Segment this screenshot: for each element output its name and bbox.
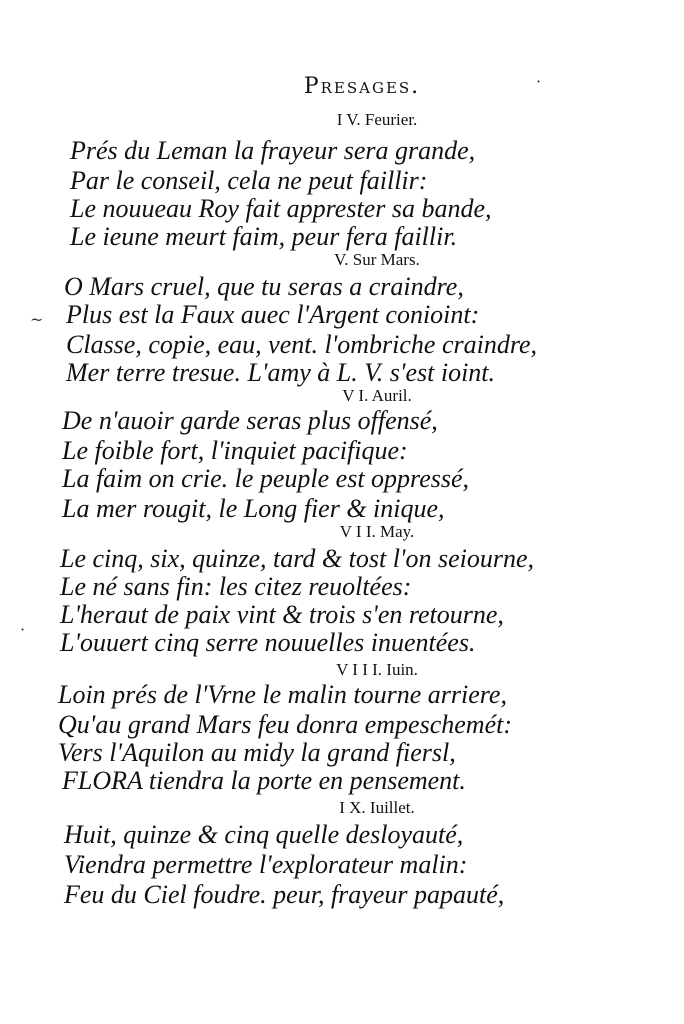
verse-line: Le nouueau Roy fait apprester sa bande, [70,194,492,223]
margin-mark: · [20,620,26,639]
verse-line: Plus est la Faux auec l'Argent conioint: [66,300,480,329]
verse-line: Vers l'Aquilon au midy la grand fiersl, [58,738,456,767]
section-heading-iv: I V. Feurier. [336,110,418,129]
verse-line: Le cinq, six, quinze, tard & tost l'on seiourne, [60,544,535,573]
verse-line: Le foible fort, l'inquiet pacifique: [62,436,408,465]
verse-line: L'ouuert cinq serre nouuelles inuentées. [60,628,476,657]
verse-line: Prés du Leman la frayeur sera grande, [70,136,476,165]
verse-line: Classe, copie, eau, vent. l'ombriche craindre, [66,330,538,359]
verse-line: La faim on crie. le peuple est oppressé, [62,464,470,493]
print-speck: · [536,72,542,91]
verse-line: FLORA tiendra la porte en pensement. [62,766,466,795]
verse-line: L'heraut de paix vint & trois s'en retourne, [60,600,504,629]
verse-line: Le ieune meurt faim, peur fera faillir. [70,222,458,251]
verse-line: Viendra permettre l'explorateur malin: [64,850,468,879]
running-head: Presages. [303,74,421,99]
verse-line: Feu du Ciel foudre. peur, frayeur papauté, [64,880,505,909]
section-heading-vii: V I I. May. [339,522,415,541]
verse-line: De n'auoir garde seras plus offensé, [62,406,438,435]
verse-line: Le né sans fin: les citez reuoltées: [60,572,412,601]
verse-line: Par le conseil, cela ne peut faillir: [70,166,428,195]
margin-mark: ~ [30,310,44,329]
section-heading-viii: V I I I. Iuin. [336,660,418,679]
verse-line: Mer terre tresue. L'amy à L. V. s'est ioint. [66,358,496,387]
section-heading-ix: I X. Iuillet. [339,798,415,817]
verse-line: La mer rougit, le Long fier & inique, [62,494,445,523]
section-heading-v: V. Sur Mars. [334,250,420,269]
verse-line: Loin prés de l'Vrne le malin tourne arriere, [58,680,507,709]
verse-line: Qu'au grand Mars feu donra empeschemét: [58,710,512,739]
verse-line: Huit, quinze & cinq quelle desloyauté, [64,820,464,849]
verse-line: O Mars cruel, que tu seras a craindre, [64,272,464,301]
section-heading-vi: V I. Auril. [342,386,412,405]
